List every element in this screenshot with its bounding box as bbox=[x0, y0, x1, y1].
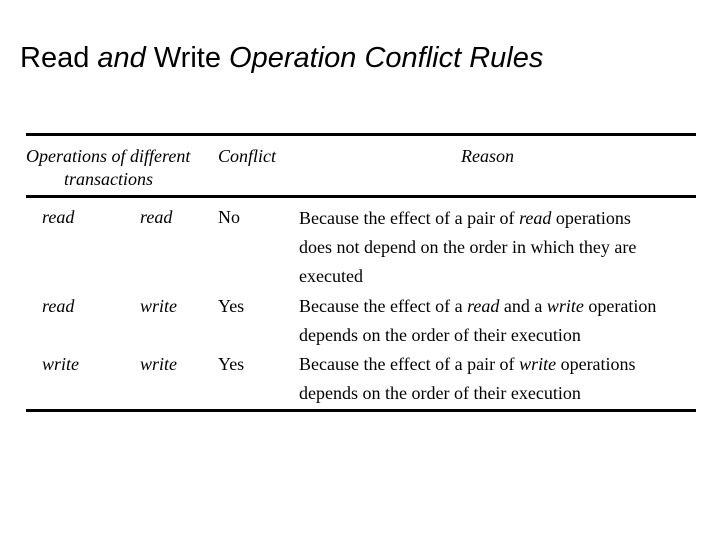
row3-reason-c: operations bbox=[556, 354, 636, 374]
row3-op2: write bbox=[140, 354, 178, 374]
row1-reason-b: read bbox=[519, 208, 552, 228]
row3-reason-b: write bbox=[519, 354, 557, 374]
row1-reason-line1 bbox=[299, 204, 636, 233]
header-operations-line1: Operations of different bbox=[26, 146, 191, 166]
title-part-write: Write bbox=[145, 42, 230, 74]
row3-reason bbox=[299, 350, 636, 408]
row1-reason-line2: does not depend on the order in which they are bbox=[299, 237, 637, 257]
title-part-rest: Operation Conflict Rules bbox=[229, 42, 544, 74]
row2-reason-b: read bbox=[467, 296, 500, 316]
row3-reason-line2: depends on the order of their execution bbox=[299, 383, 581, 403]
row3-conflict: Yes bbox=[218, 354, 245, 374]
table-top-rule bbox=[26, 133, 696, 136]
header-operations-line2: transactions bbox=[64, 169, 154, 189]
row3-reason-a: Because the effect of a pair of bbox=[299, 354, 520, 374]
row2-reason bbox=[299, 292, 656, 350]
title-part-read: Read bbox=[20, 42, 98, 74]
row2-op1: read bbox=[42, 296, 75, 316]
row2-op2: write bbox=[140, 296, 178, 316]
row2-reason-line1 bbox=[299, 292, 656, 321]
row1-op1: read bbox=[42, 207, 75, 227]
title-part-and: and bbox=[97, 42, 146, 74]
row2-reason-d: write bbox=[546, 296, 584, 316]
table-header-rule bbox=[26, 195, 696, 198]
row1-reason-a: Because the effect of a pair of bbox=[299, 208, 520, 228]
row3-reason-line1 bbox=[299, 350, 636, 379]
header-conflict: Conflict bbox=[218, 146, 276, 166]
header-reason: Reason bbox=[461, 146, 514, 166]
page-title bbox=[20, 42, 543, 75]
row2-reason-a: Because the effect of a bbox=[299, 296, 468, 316]
row1-reason bbox=[299, 204, 636, 291]
header-operations bbox=[26, 145, 190, 191]
row2-reason-c: and a bbox=[499, 296, 547, 316]
table-bottom-rule bbox=[26, 409, 696, 412]
row3-op1: write bbox=[42, 354, 80, 374]
row1-conflict: No bbox=[218, 207, 240, 227]
row2-conflict: Yes bbox=[218, 296, 245, 316]
row1-reason-c: operations bbox=[551, 208, 631, 228]
row2-reason-e: operation bbox=[583, 296, 657, 316]
row1-op2: read bbox=[140, 207, 173, 227]
row2-reason-line2: depends on the order of their execution bbox=[299, 325, 581, 345]
row1-reason-line3: executed bbox=[299, 266, 363, 286]
